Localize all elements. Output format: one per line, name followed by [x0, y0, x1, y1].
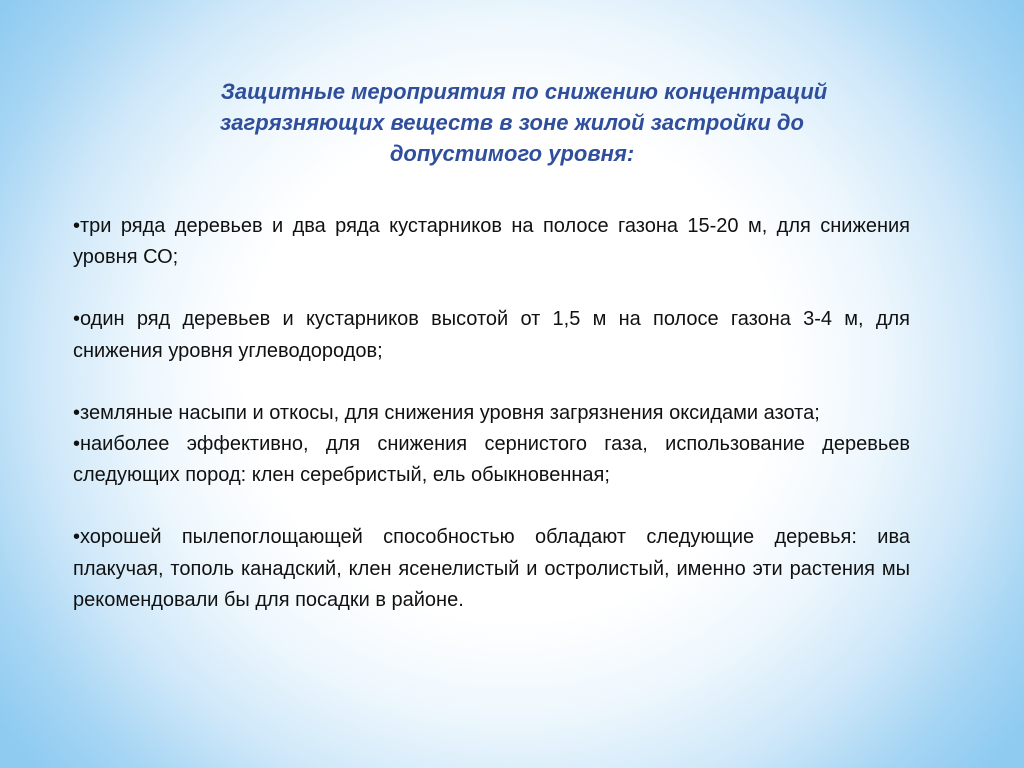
bullet-item-dust-absorbing: •хорошей пылепоглощающей способностью обладают следующие деревья: ива плакучая, тополь канадский, клен ясенелистый и остролистый, именно эти растения мы рекомендовали бы для посадки в районе.	[73, 526, 910, 611]
bullet-item-embankments: •земляные насыпи и откосы, для снижения уровня загрязнения оксидами азота;	[73, 401, 820, 424]
bullet-item-trees-co: •три ряда деревьев и два ряда кустарников на полосе газона 15-20 м, для снижения уровня СО;	[73, 215, 910, 269]
bullet-list	[73, 211, 910, 616]
bullet-item-sulfur-dioxide: •наиболее эффективно, для снижения сернистого газа, использование деревьев следующих пород: клен серебристый, ель обыкновенная;	[73, 433, 910, 487]
title-line-1: Защитные мероприятия по снижению концентраций	[220, 79, 828, 104]
title-line-2: загрязняющих веществ в зоне жилой застройки до	[220, 110, 804, 135]
slide-title	[110, 76, 914, 169]
title-line-3: допустимого уровня:	[389, 141, 635, 166]
bullet-item-trees-hydrocarbons: •один ряд деревьев и кустарников высотой от 1,5 м на полосе газона 3-4 м, для снижения уровня углеводородов;	[73, 308, 910, 362]
